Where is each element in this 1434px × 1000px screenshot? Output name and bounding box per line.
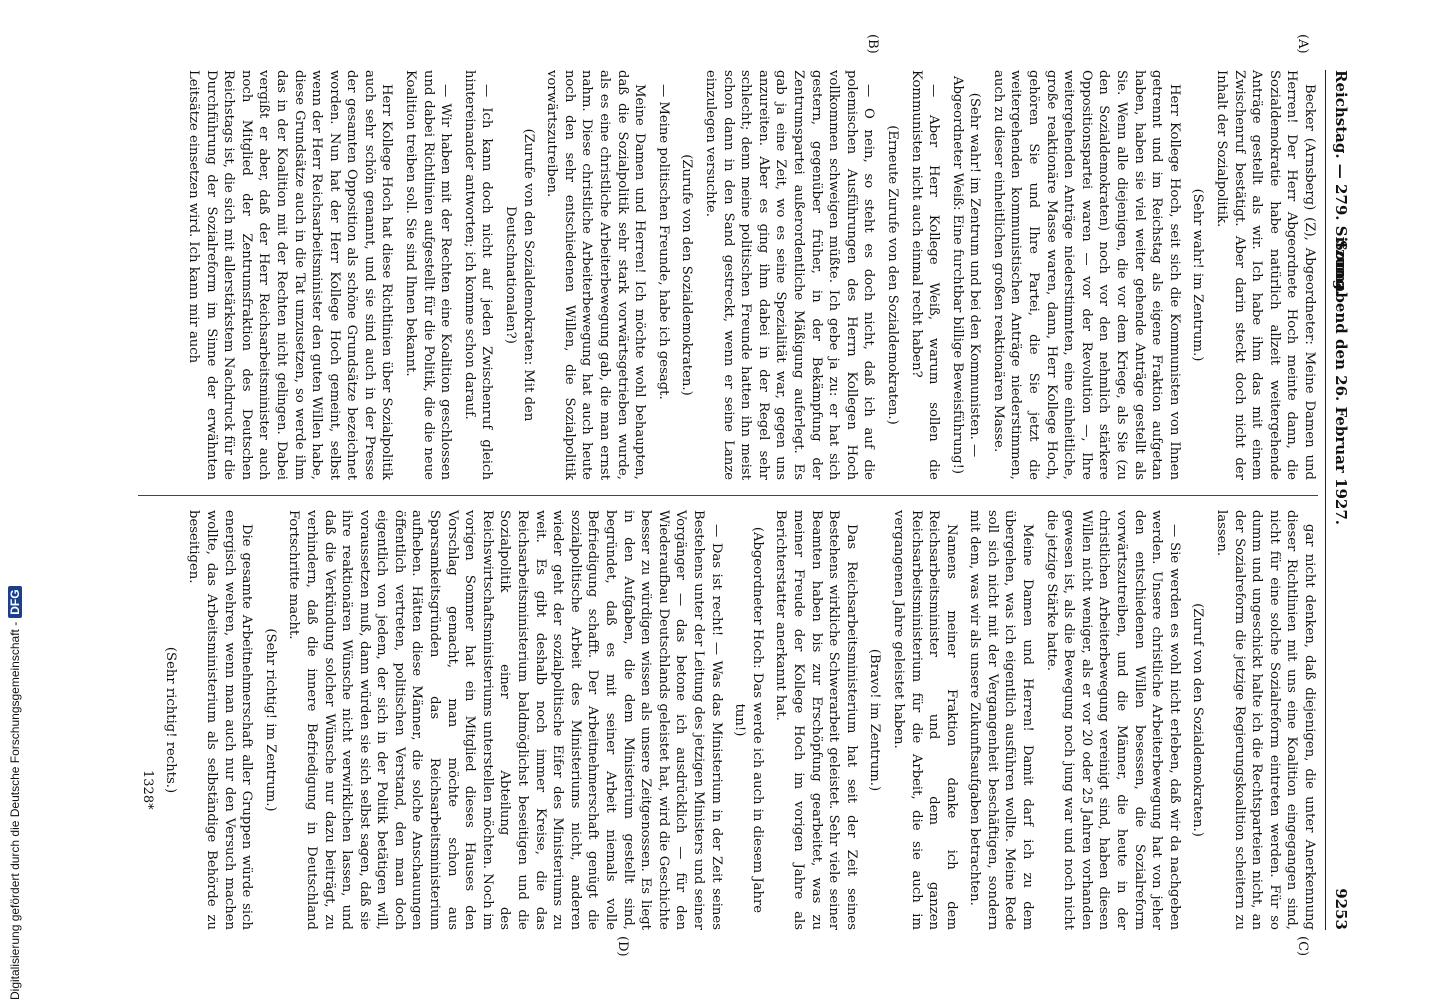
paragraph: Meine Damen und Herren! Ich möchte wohl behaupten, daß die Sozialpolitik sehr stark vorwärtsgetrieben wurde, als es eine christliche Arbeiterbewegung gab, die man ernst nahm. Diese christliche Arbeiterbewegung hat auch heute noch den sehr entschiedenen Willen, die Sozialpolitik vorwärtszutreiben.: [544, 70, 648, 480]
paragraph: — Aber Herr Kollege Weiß, warum sollen die Kommunisten nicht auch einmal recht haben?: [908, 70, 942, 480]
paragraph: Herr Kollege Hoch, seit sich die Kommunisten von Ihnen getrennt und im Reichstag als eigene Fraktion aufgetan haben, haben sie viel weiter gehende Anträge gestellt als Sie. Wenn alle diejenigen, die vor dem Kriege, als Sie (zu den Sozialdemokraten) noch vor den nehmlich stärkere Oppositionspartei waren — vor der Revolution —, Ihre weitergehenden Anträge niederstimmten, eine einheitliche, große reaktionäre Masse waren, dann, Herr Kollege Hoch, gehören Sie und Ihre Partei, die Sie jetzt die weitergehenden kommunistischen Anträge niederstimmen, auch zu dieser einheitlichen großen reaktionären Masse.: [990, 70, 1182, 480]
paragraph: — O nein, so steht es doch nicht, daß ich auf die polemischen Ausführungen des Herrn Kollegen Hoch vollkommen schweigen müßte. Ich gebe ja zu: er hat sich gestern, gegenüber früher, in der Bekämpfung der Zentrumspartei außerordentliche Mäßigung auferlegt. Es gab ja eine Zeit, wo es seine Spezialität war, gegen uns anzureiten. Aber es ging ihm dabei in der Regel sehr schlecht; denn meine politischen Freunde hatten ihn meist schon dann in den Sand gestreckt, wenn er seine Lanze einzulegen versuchte.: [703, 70, 877, 480]
left-column: [178, 70, 1318, 480]
interjection: (Sehr richtig! im Zentrum.): [262, 628, 278, 812]
paragraph: Namens meiner Fraktion danke ich dem Reichsarbeitsminister und dem ganzen Reichsarbeitsministerium für die Arbeit, die sie auch im vergangenen Jahre geleistet haben.: [890, 510, 959, 930]
page-header: [1328, 70, 1350, 930]
paragraph: Die gesamte Arbeitnehmerschaft aller Gruppen würde sich energisch wehren, wenn man auch nur den Versuch machen wollte, das Arbeitsministerium als selbständige Behörde zu beseitigen.: [186, 510, 255, 930]
paragraph: — Das ist recht! — Was das Ministerium in der Zeit seines Bestehens unter der Leitung des jetzigen Ministers und seiner Vorgänger — das betone ich ausdrücklich — für den Wiederaufbau Deutschlands geleistet hat, wird die Geschichte besser zu würdigen wissen als unsere Zeitgenossen. Es liegt in den Aufgaben, die dem Ministerium gestellt sind, begründet, daß es mit seiner Arbeit niemals volle Befriedigung schafft. Der Arbeitnehmerschaft genügt die sozialpolitische Arbeit des Ministeriums nicht, anderen wieder geht der sozialpolitische Eifer des Ministeriums zu weit. Es gibt deshalb noch immer Kreise, die das Reichsarbeitsministerium baldmöglichst beseitigen und die Sozialpolitik einer Abteilung des Reichswirtschaftsministeriums unterstellen möchten. Noch im vorigen Sommer hat ein Mitglied dieses Hauses den Vorschlag gemacht, man möchte schon aus Sparsamkeitsgründen das Reichsarbeitsministerium aufheben. Hätten diese Männer, die solche Anschauungen öffentlich vertreten, politischen Verstand, den man doch eigentlich von jedem, der sich in der Politik betätigen will, voraussetzen muß, dann würden sie sich selbst sagen, daß sie ihre reaktionären Wünsche nicht verwirklichen lassen, und daß die Verkündung solcher Wünsche nur dazu beiträgt, zu verhindern, daß die innere Befriedigung in Deutschland Fortschritte macht.: [286, 510, 724, 930]
interjection: (Sehr wahr! im Zentrum.): [1190, 188, 1206, 362]
interjection: (Bravo! im Zentrum.): [867, 648, 883, 792]
paragraph: gar nicht denken, daß diejenigen, die unter Anerkennung dieser Richtlinien mit uns eine Koalition eingegangen sind, nicht für eine solche Sozialreform eintreten werden. Für so dumm und ungeschickt halte ich die Rechtsparteien nicht, an der Sozialreform die jetzige Regierungskoalition scheitern zu lassen.: [1214, 510, 1317, 930]
credit-text: Digitalisierung gefördert durch die Deutsche Forschungsgemeinschaft -: [8, 621, 22, 1000]
paragraph: Becker (Arnsberg) (Z), Abgeordneter: Meine Damen und Herren! Der Herr Abgeordnete Hoch meinte dann, die Sozialdemokratie habe natürlich allzeit weitergehende Anträge gestellt als wir. Ich habe ihm das mit einem Zwischenruf bestätigt. Aber darin steckt doch nicht der Inhalt der Sozialpolitik.: [1214, 70, 1317, 480]
header-page-number: 9253: [1332, 888, 1350, 930]
column-divider: [138, 495, 1318, 496]
digitization-credit: [8, 586, 22, 1000]
paragraph: — Meine politischen Freunde, habe ich gesagt.: [655, 84, 671, 400]
bottom-page-number: 1328*: [140, 770, 155, 810]
interjection: (Abgeordneter Hoch: Das werde ich auch in diesem Jahre tun!): [732, 526, 765, 914]
dfg-logo: DFG: [8, 586, 22, 617]
interjection: (Erneute Zurufe von den Sozialdemokraten.): [884, 125, 900, 425]
header-rule: [1325, 70, 1326, 930]
paragraph: — Sie werden es wohl nicht erleben, daß wir da nachgeben werden. Unsere christliche Arbeiterbewegung hat von jeher den entschiedenen Willen besessen, die Sozialreform vorwärtszutreiben, und die Männer, die heute in der christlichen Arbeiterbewegung vereinigt sind, haben diesen Willen nicht weniger, als er vor 20 oder 25 Jahren vorhanden gewesen ist, als die Bewegung noch jung war und noch nicht die jetzige Stärke hatte.: [1043, 510, 1182, 930]
paragraph: Herr Kollege Hoch hat diese Richtlinien über Sozialpolitik auch sehr schön genannt, und sie sind auch in der Presse der gesamten Opposition als schöne Grundsätze bezeichnet worden. Nun hat der Herr Kollege Hoch gemeint, selbst wenn der Herr Reichsarbeitsminister den guten Willen habe, diese Grundsätze auch in die Tat umzusetzen, so werde ihm das in der Koalition mit der Rechten nicht gelingen. Dabei vergißt er aber, daß der Herr Reichsarbeitsminister auch noch Mitglied der Zentrumsfraktion des Deutschen Reichstags ist, die sich mit allerstärkstem Nachdruck für die Durchführung der Sozialreform im Sinne der erwähnten Leitsätze einsetzen wird. Ich kann mir auch: [185, 70, 395, 480]
paragraph: — Ich kann doch nicht auf jeden Zwischenruf gleich hintereinander antworten; ich komme schon darauf.: [461, 70, 495, 480]
interjection: (Sehr richtig! rechts.): [162, 646, 178, 794]
margin-mark-d: (D): [615, 936, 630, 957]
paragraph: Das Reichsarbeitsministerium hat seit der Zeit seines Bestehens wirkliche Schwerarbeit geleistet. Sehr viele seiner Beamten haben bis zur Erschöpfung gearbeitet, was zu meiner Freude der Kollege Hoch im vorigen Jahre als Berichterstatter anerkannt hat.: [773, 510, 859, 930]
right-column: [155, 510, 1318, 930]
margin-mark-c: (C): [1295, 936, 1310, 957]
paragraph: Meine Damen und Herren! Damit darf ich zu dem übergehen, was ich eigentlich ausführen wollte. Meine Rede soll sich nicht mit der Vergangenheit beschäftigen, sondern mit dem, was wir als unsere Zukunftsaufgaben betrachten.: [967, 510, 1036, 930]
rotated-page: [120, 34, 1350, 957]
interjection: (Zurufe von den Sozialdemokraten.): [679, 154, 695, 396]
paragraph: — Wir haben mit der Rechten eine Koalition geschlossen und dabei Richtlinien aufgestellt für die Politik, die die neue Koalition treiben soll. Sie sind Ihnen bekannt.: [403, 70, 454, 480]
header-left: Reichstag. — 279. Sitzung.: [1332, 70, 1350, 296]
margin-mark-a: (A): [1295, 34, 1310, 54]
interjection: (Sehr wahr! im Zentrum und bei den Kommunisten. — Abgeordneter Weiß: Eine furchtbar billige Beweisführung!): [949, 75, 983, 475]
interjection: (Zurufe von den Sozialdemokraten: Mit den Deutschnationalen?): [503, 128, 536, 422]
interjection: (Zuruf von den Sozialdemokraten.): [1190, 603, 1206, 837]
header-center: Sonnabend den 26. Februar 1927.: [1332, 240, 1350, 525]
margin-mark-b: (B): [865, 34, 880, 54]
